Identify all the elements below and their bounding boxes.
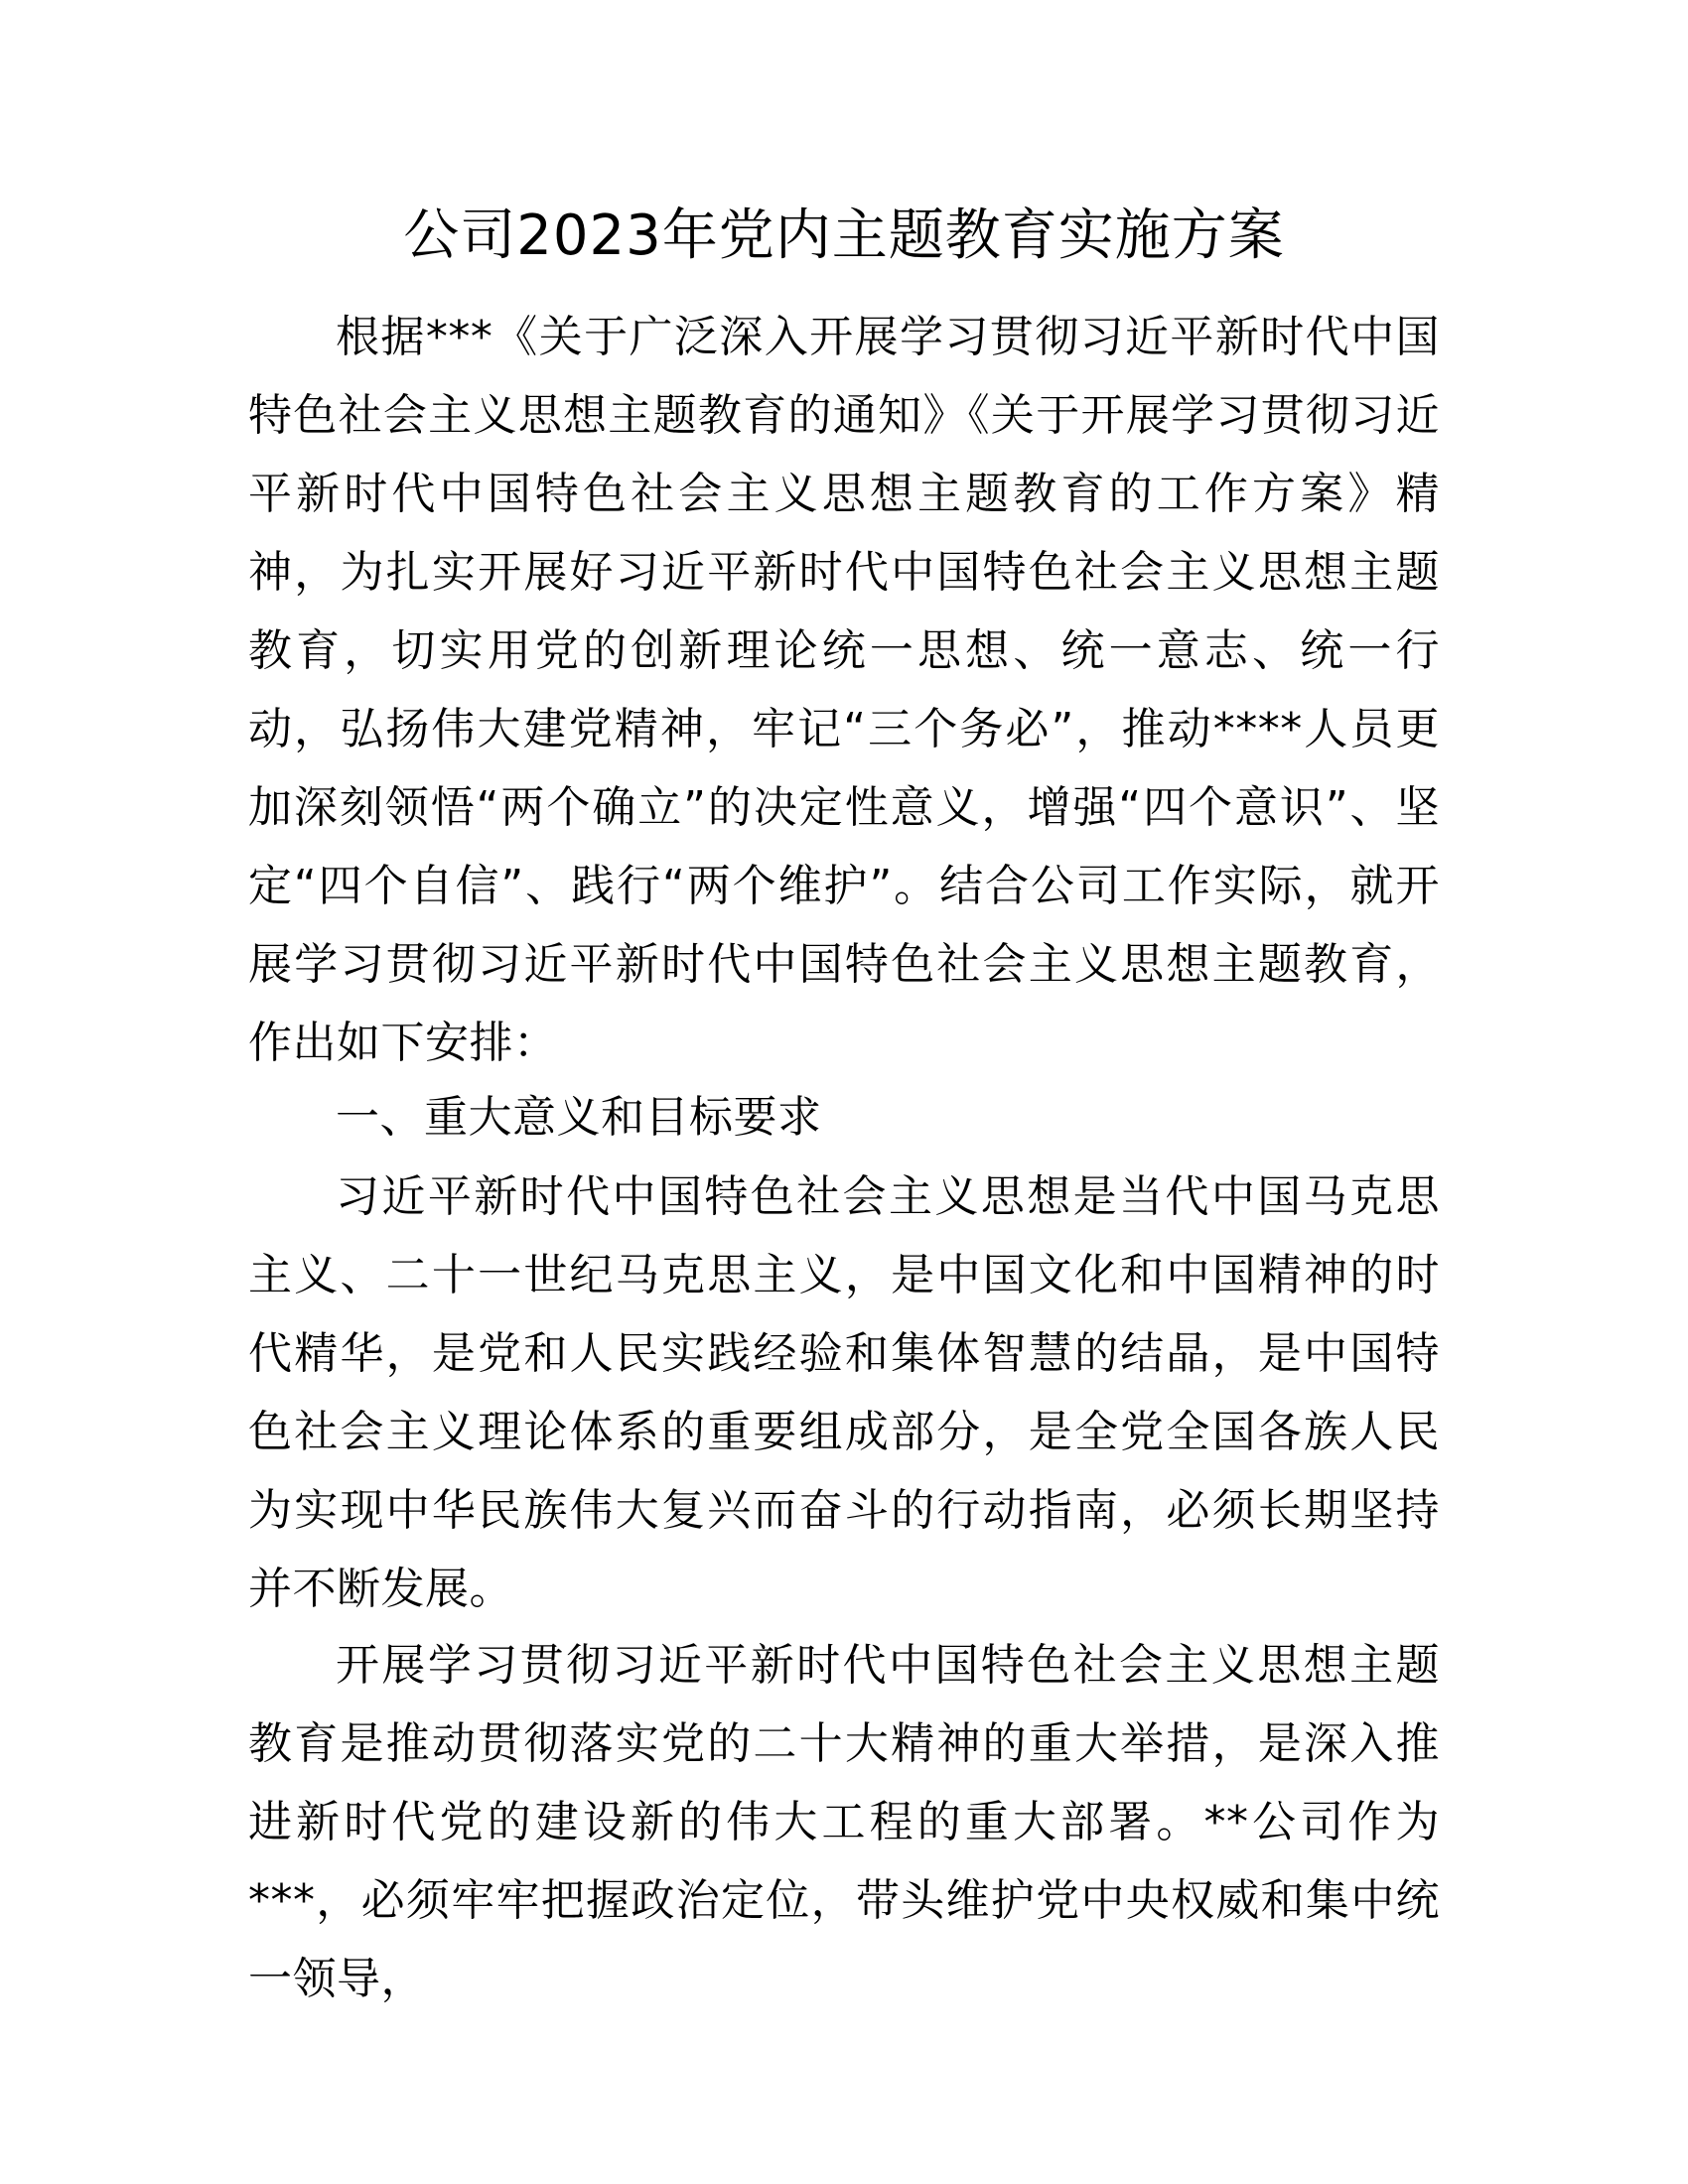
intro-paragraph: 根据***《关于广泛深入开展学习贯彻习近平新时代中国特色社会主义思想主题教育的通知》《关于开展学习贯彻习近平新时代中国特色社会主义思想主题教育的工作方案》精神，为扎实开展好习近平新时代中国特色社会主义思想主题教育，切实用党的创新理论统一思想、统一意志、统一行动，弘扬伟大建党精神，牢记“三个务必”，推动****人员更加深刻领悟“两个确立”的决定性意义，增强“四个意识”、坚定“四个自信”、践行“两个维护”。结合公司工作实际，就开展学习贯彻习近平新时代中国特色社会主义思想主题教育，作出如下安排： bbox=[248, 312, 1440, 1068]
document-title: 公司2023年党内主题教育实施方案 bbox=[403, 204, 1285, 268]
section-1-paragraph-2: 开展学习贯彻习近平新时代中国特色社会主义思想主题教育是推动贯彻落实党的二十大精神的重大举措，是深入推进新时代党的建设新的伟大工程的重大部署。**公司作为***，必须牢牢把握政治定位，带头维护党中央权威和集中统一领导， bbox=[248, 1640, 1440, 2004]
section-1-paragraph-1: 习近平新时代中国特色社会主义思想是当代中国马克思主义、二十一世纪马克思主义，是中国文化和中国精神的时代精华，是党和人民实践经验和集体智慧的结晶，是中国特色社会主义理论体系的重要组成部分，是全党全国各族人民为实现中华民族伟大复兴而奋斗的行动指南，必须长期坚持并不断发展。 bbox=[248, 1171, 1440, 1614]
section-heading-1: 一、重大意义和目标要求 bbox=[336, 1092, 822, 1143]
